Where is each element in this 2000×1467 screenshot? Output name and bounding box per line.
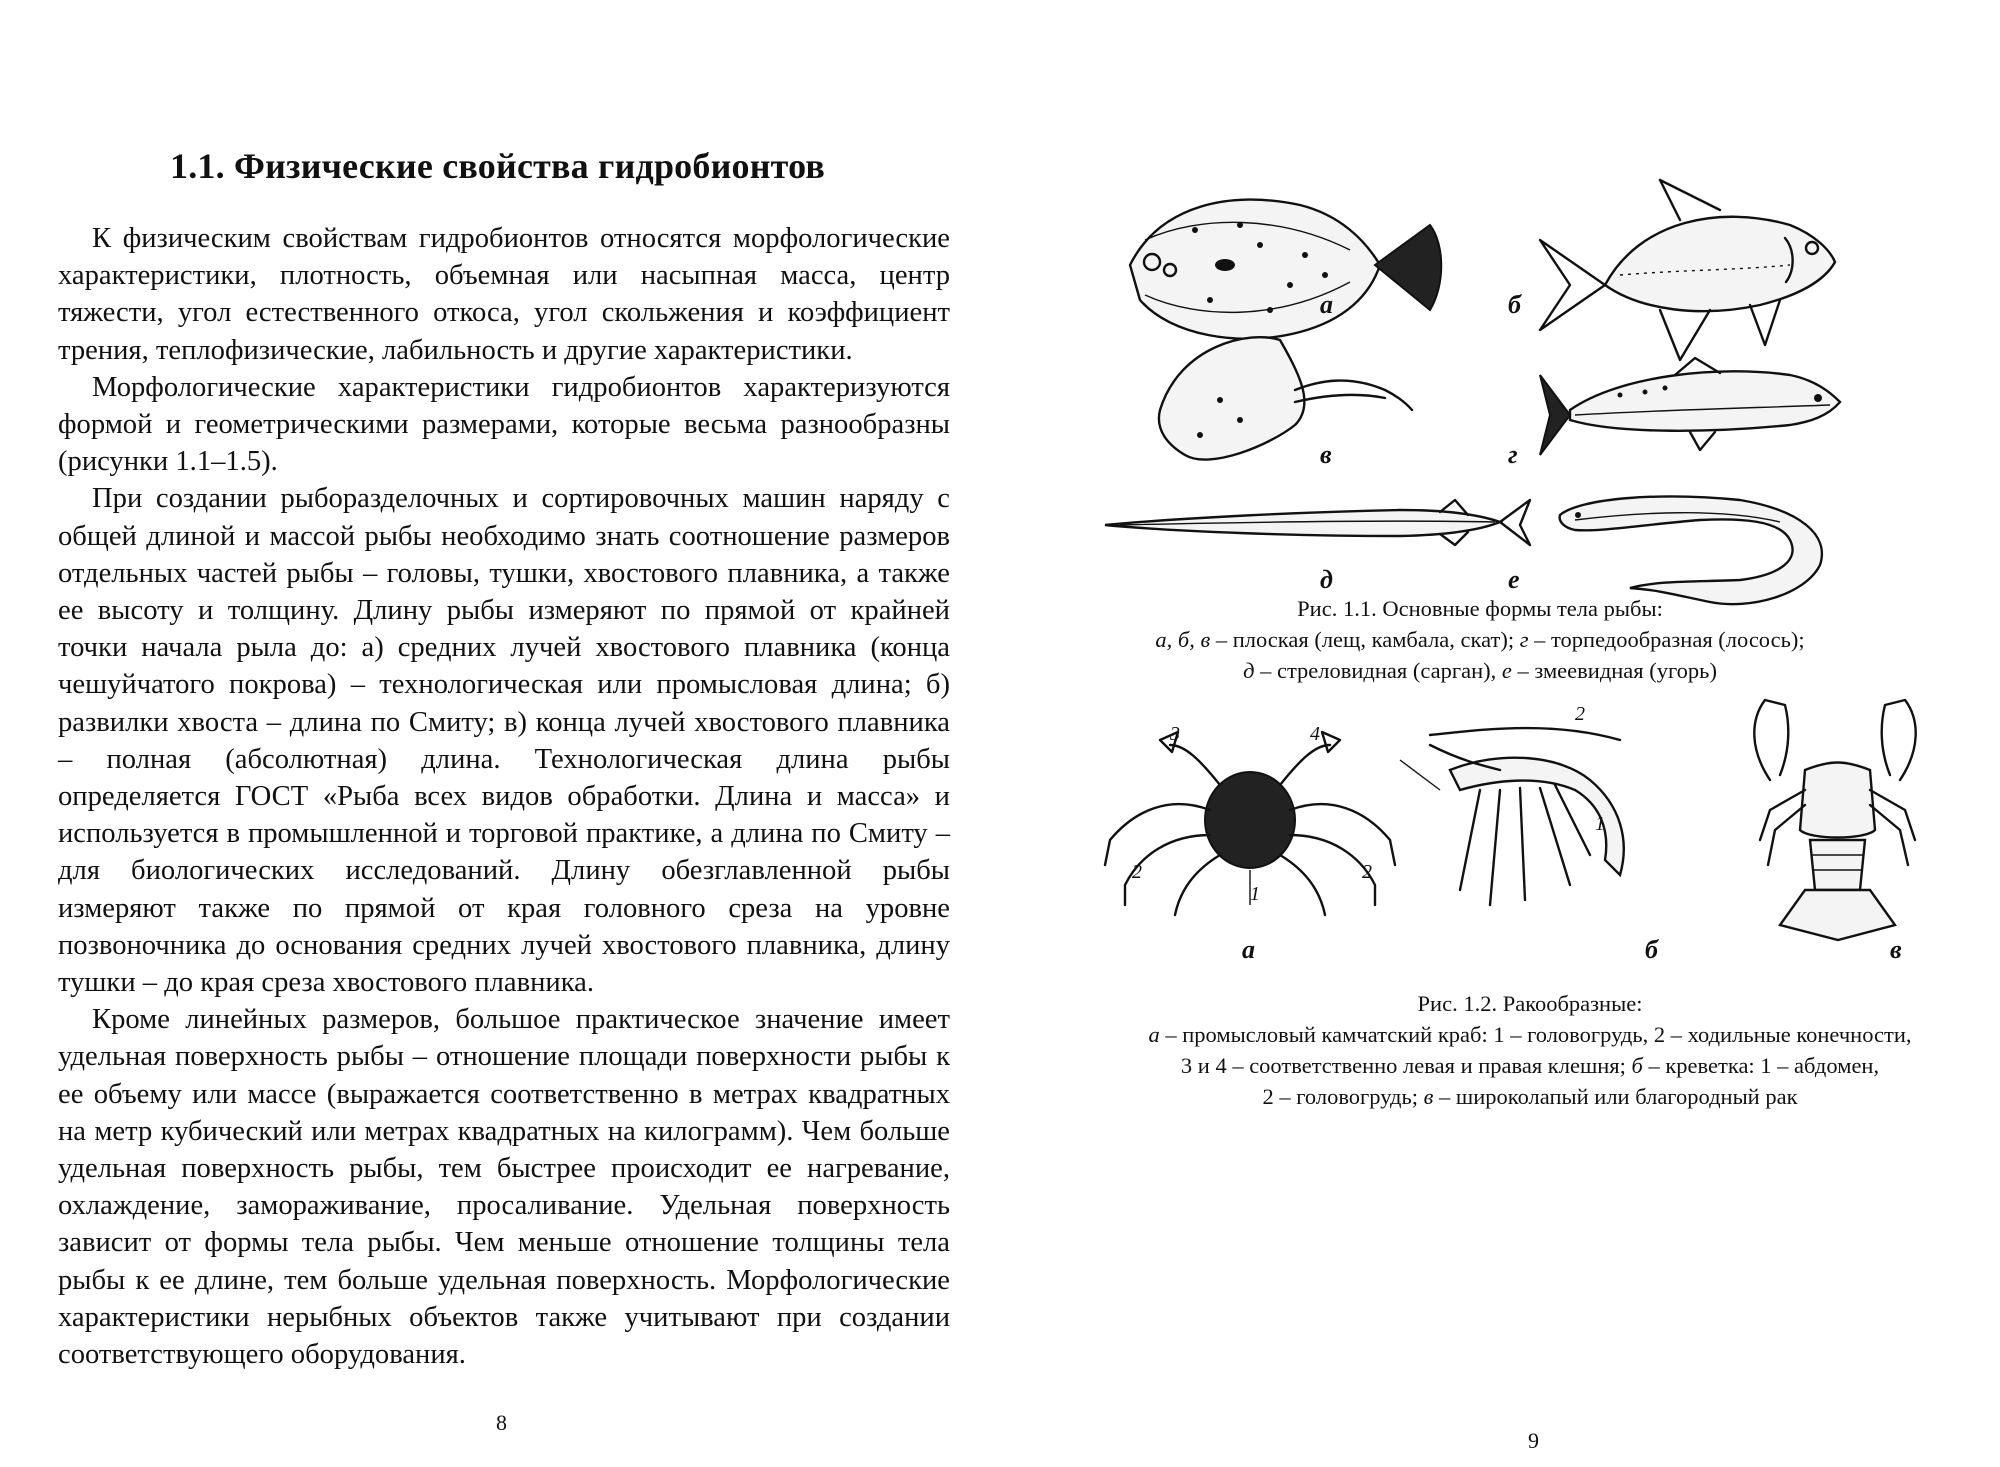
figure-label: в	[1320, 440, 1332, 469]
figure-1-2-caption	[1080, 988, 1980, 1112]
shrimp-number-label: 2	[1575, 703, 1585, 725]
caption-line: а, б, в – плоская (лещ, камбала, скат); г – торпедообразная (лосось);	[1155, 627, 1805, 652]
figure-label: а	[1242, 935, 1255, 964]
shrimp-illustration	[1400, 728, 1624, 905]
caption-line: 2 – головогрудь; в – широколапый или благородный рак	[1262, 1084, 1798, 1109]
caption-line: 3 и 4 – соответственно левая и правая клешня; б – креветка: 1 – абдомен,	[1180, 1053, 1880, 1078]
right-page	[1000, 0, 2000, 1467]
figure-label: е	[1508, 565, 1520, 594]
stingray-illustration	[1159, 337, 1412, 459]
figure-label: б	[1645, 935, 1658, 964]
bream-illustration	[1540, 180, 1835, 360]
salmon-illustration	[1540, 358, 1840, 455]
garfish-illustration	[1105, 500, 1530, 545]
paragraph: Кроме линейных размеров, большое практическое значение имеет удельная поверхность рыбы – отношение площади поверхности рыбы к ее объему или массе (выражается соответственно в метрах квадратных на метр кубический или метрах квадратных на килограмм). Чем больше удельная поверхность рыбы, тем быстрее происходит ее нагревание, охлаждение, замораживание, просаливание. Удельная поверхность зависит от формы тела рыбы. Чем меньше отношение толщины тела рыбы к ее длине, тем больше удельная поверхность. Морфологические характеристики нерыбных объектов также учитывают при создании соответствующего оборудования.	[58, 1004, 950, 1371]
caption-line: д – стреловидная (сарган), е – змеевидная (угорь)	[1243, 658, 1717, 683]
figure-label: г	[1508, 440, 1518, 469]
body-text	[58, 220, 950, 1373]
eel-illustration	[1560, 496, 1822, 604]
caption-line: а – промысловый камчатский краб: 1 – головогрудь, 2 – ходильные конечности,	[1148, 1022, 1912, 1047]
paragraph: Морфологические характеристики гидробионтов характеризуются формой и геометрическими размерами, которые весьма разнообразны (рисунки 1.1–1.5).	[58, 371, 950, 478]
flounder-illustration	[1130, 200, 1441, 339]
crab-number-label: 1	[1250, 883, 1260, 905]
figure-label: в	[1890, 935, 1902, 964]
crab-number-label: 3	[1170, 723, 1180, 745]
figure-1-2	[1100, 690, 2000, 950]
page-number: 8	[496, 1410, 507, 1435]
section-heading: 1.1. Физические свойства гидробионтов	[170, 146, 826, 186]
caption-title: Рис. 1.2. Ракообразные:	[1417, 991, 1643, 1016]
crayfish-illustration	[1754, 700, 1915, 940]
figure-1-1-caption	[1090, 593, 1870, 686]
crab-number-label: 2	[1362, 861, 1372, 883]
shrimp-number-label: 1	[1595, 813, 1605, 835]
caption-title: Рис. 1.1. Основные формы тела рыбы:	[1297, 596, 1663, 621]
figure-label: б	[1508, 290, 1521, 319]
page-number: 9	[1528, 1428, 1539, 1453]
crab-number-label: 2	[1132, 861, 1142, 883]
crab-number-label: 4	[1310, 723, 1320, 745]
paragraph: К физическим свойствам гидробионтов относятся морфологические характеристики, плотность, объемная или насыпная масса, центр тяжести, угол естественного откоса, угол скольжения и коэффициент трения, теплофизические, лабильность и другие характеристики.	[58, 223, 950, 366]
figure-label: д	[1320, 565, 1333, 594]
figure-label: а	[1320, 290, 1333, 319]
paragraph: При создании рыборазделочных и сортировочных машин наряду с общей длиной и массой рыбы необходимо знать соотношение размеров отдельных частей рыбы – головы, тушки, хвостового плавника, а также ее высоту и толщину. Длину рыбы измеряют по прямой от крайней точки начала рыла до: а) средних лучей хвостового плавника (конца чешуйчатого покрова) – технологическая или промысловая длина; б) развилки хвоста – длина по Смиту; в) конца лучей хвостового плавника – полная (абсолютная) длина. Технологическая длина рыбы определяется ГОСТ «Рыба всех видов обработки. Длина и масса» и используется в промышленной и торговой практике, а длина по Смиту – для биологических исследований. Длину обезглавленной рыбы измеряют также по прямой от края головного среза на уровне позвоночника до основания средних лучей хвостового плавника, длину тушки – до края среза хвостового плавника.	[58, 483, 950, 999]
